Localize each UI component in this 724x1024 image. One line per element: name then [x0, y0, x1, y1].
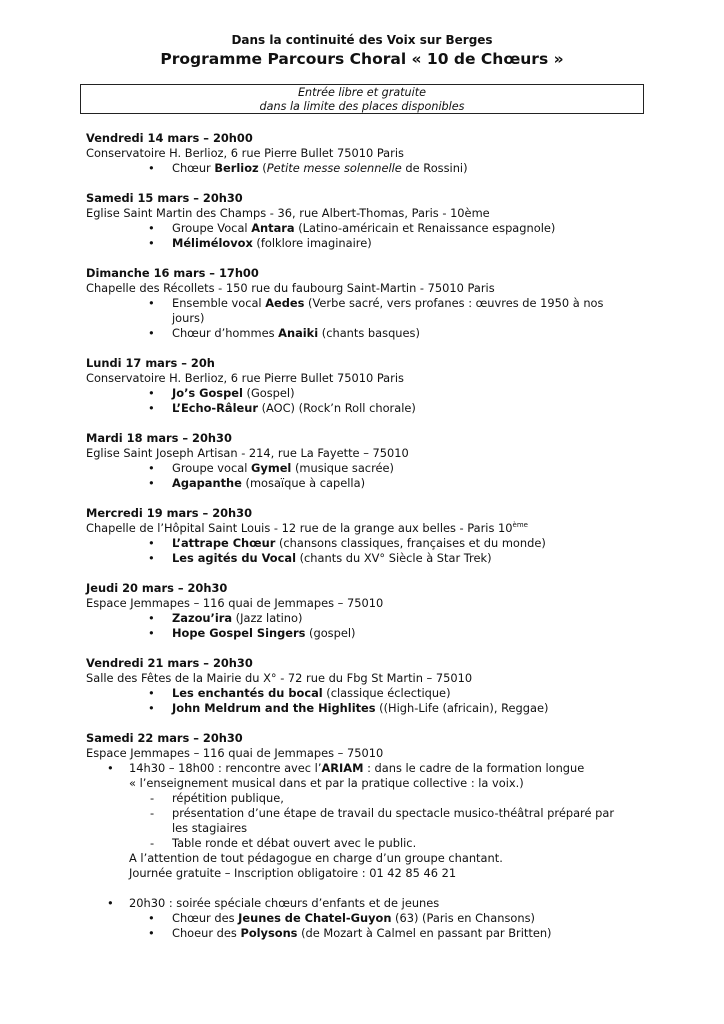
choir-name: Jeunes de Chatel-Guyon — [238, 911, 392, 925]
choir-name: Polysons — [240, 926, 298, 940]
choir-list — [129, 911, 646, 941]
choir-desc-italic: Petite messe solennelle — [266, 161, 402, 175]
choir-desc: (chansons classiques, françaises et du monde) — [275, 536, 546, 550]
event-block — [86, 506, 646, 566]
choir-desc: ( — [258, 161, 267, 175]
choir-desc: (63) (Paris en Chansons) — [391, 911, 535, 925]
choir-item — [172, 536, 646, 551]
choir-name: Anaiki — [278, 326, 319, 340]
choir-list — [86, 461, 646, 491]
choir-item — [172, 686, 646, 701]
event-block — [86, 266, 646, 341]
choir-list — [86, 221, 646, 251]
event-block-saturday — [86, 731, 646, 941]
event-venue — [86, 521, 646, 536]
event-venue: Espace Jemmapes – 116 quai de Jemmapes – 75010 — [86, 596, 384, 610]
choir-name: Les agités du Vocal — [172, 551, 296, 565]
workshop-line — [129, 761, 646, 776]
workshop-activity-list — [129, 791, 646, 851]
choir-item — [172, 926, 646, 941]
venue-superscript: ème — [512, 521, 528, 530]
choir-desc: (folklore imaginaire) — [252, 236, 372, 250]
choir-desc: (de Mozart à Calmel en passant par Britten) — [297, 926, 552, 940]
choir-name: Antara — [251, 221, 295, 235]
choir-list — [86, 536, 646, 566]
event-venue: Eglise Saint Martin des Champs - 36, rue Albert-Thomas, Paris - 10ème — [86, 206, 490, 220]
choir-item — [172, 551, 646, 566]
workshop-text: : dans le cadre de la formation longue — [363, 761, 585, 775]
choir-desc: (mosaïque à capella) — [241, 476, 366, 490]
workshop-activity: - répétition publique, — [172, 791, 646, 806]
choir-name: Gymel — [251, 461, 292, 475]
event-venue: Eglise Saint Joseph Artisan - 214, rue La Fayette – 75010 — [86, 446, 409, 460]
event-title: Vendredi 21 mars – 20h30 — [86, 656, 253, 670]
workshop-activity: - Table ronde et débat ouvert avec le public. — [172, 836, 646, 851]
choir-name: Mélimélovox — [172, 236, 253, 250]
event-venue: Conservatoire H. Berlioz, 6 rue Pierre Bullet 75010 Paris — [86, 371, 404, 385]
venue-text: Chapelle de l’Hôpital Saint Louis - 12 rue de la grange aux belles - Paris 10 — [86, 521, 513, 535]
event-block — [86, 431, 646, 491]
choir-item — [172, 461, 646, 476]
choir-list — [86, 386, 646, 416]
choir-item — [172, 701, 646, 716]
event-title: Mardi 18 mars – 20h30 — [86, 431, 232, 445]
event-title: Samedi 22 mars – 20h30 — [86, 731, 243, 745]
spacer — [129, 881, 646, 896]
event-title: Mercredi 19 mars – 20h30 — [86, 506, 253, 520]
choir-list — [86, 161, 646, 176]
choir-desc: (Latino-américain et Renaissance espagnole) — [294, 221, 556, 235]
choir-item — [172, 401, 646, 416]
choir-desc: (chants du XV° Siècle à Star Trek) — [295, 551, 492, 565]
choir-prefix: Chœur — [172, 161, 215, 175]
choir-item — [172, 161, 646, 176]
choir-desc: (AOC) (Rock’n Roll chorale) — [257, 401, 416, 415]
choir-desc: ((High-Life (africain), Reggae) — [375, 701, 549, 715]
choir-prefix: Ensemble vocal — [172, 296, 266, 310]
event-title: Vendredi 14 mars – 20h00 — [86, 131, 253, 145]
header-subtitle: Dans la continuité des Voix sur Berges — [231, 33, 493, 47]
choir-desc: de Rossini) — [401, 161, 468, 175]
event-title: Jeudi 20 mars – 20h30 — [86, 581, 228, 595]
choir-item — [172, 221, 646, 236]
event-title: Samedi 15 mars – 20h30 — [86, 191, 243, 205]
choir-name: Hope Gospel Singers — [172, 626, 306, 640]
event-block — [86, 356, 646, 416]
choir-item — [172, 296, 646, 326]
choir-desc: (Jazz latino) — [232, 611, 303, 625]
choir-list — [86, 296, 646, 341]
choir-prefix: Chœur d’hommes — [172, 326, 279, 340]
event-title: Lundi 17 mars – 20h — [86, 356, 215, 370]
workshop-item — [129, 761, 646, 896]
evening-item — [129, 896, 646, 941]
evening-line: • 20h30 : soirée spéciale chœurs d’enfants et de jeunes — [129, 896, 440, 910]
choir-item — [172, 386, 646, 401]
workshop-note: Journée gratuite – Inscription obligatoire : 01 42 85 46 21 — [129, 866, 457, 880]
program-content — [86, 131, 646, 956]
choir-name: Les enchantés du bocal — [172, 686, 323, 700]
notice-line: Entrée libre et gratuite — [297, 86, 427, 99]
saturday-program-list — [86, 761, 646, 941]
choir-desc: (chants basques) — [318, 326, 420, 340]
event-block — [86, 191, 646, 251]
choir-item — [172, 626, 646, 641]
entry-notice-box — [80, 84, 644, 114]
choir-name: Jo’s Gospel — [172, 386, 243, 400]
workshop-note: A l’attention de tout pédagogue en charge d’un groupe chantant. — [129, 851, 503, 865]
workshop-activity: - présentation d’une étape de travail du spectacle musico-théâtral préparé par les stagiaires — [172, 806, 646, 836]
choir-list — [86, 611, 646, 641]
event-venue: Salle des Fêtes de la Mairie du X° - 72 rue du Fbg St Martin – 75010 — [86, 671, 473, 685]
choir-item — [172, 236, 646, 251]
workshop-text: 14h30 – 18h00 : rencontre avec l’ — [129, 761, 322, 775]
choir-desc: (gospel) — [305, 626, 356, 640]
event-title: Dimanche 16 mars – 17h00 — [86, 266, 259, 280]
workshop-line: « l’enseignement musical dans et par la pratique collective : la voix.) — [129, 776, 524, 790]
choir-desc: (Verbe sacré, vers profanes : œuvres de 1950 à nos jours) — [172, 296, 604, 325]
event-block — [86, 581, 646, 641]
choir-desc: (classique éclectique) — [322, 686, 451, 700]
choir-name: L’attrape Chœur — [172, 536, 276, 550]
choir-item — [172, 476, 646, 491]
choir-desc: (Gospel) — [242, 386, 295, 400]
choir-name: Berlioz — [214, 161, 259, 175]
choir-prefix: Groupe Vocal — [172, 221, 252, 235]
choir-name: Aedes — [265, 296, 305, 310]
choir-prefix: Choeur des — [172, 926, 241, 940]
choir-prefix: Groupe vocal — [172, 461, 252, 475]
choir-name: John Meldrum and the Highlites — [172, 701, 376, 715]
event-block — [86, 656, 646, 716]
page-title: Programme Parcours Choral « 10 de Chœurs » — [160, 50, 564, 68]
event-venue: Conservatoire H. Berlioz, 6 rue Pierre Bullet 75010 Paris — [86, 146, 404, 160]
choir-item — [172, 326, 646, 341]
notice-line: dans la limite des places disponibles — [259, 100, 465, 113]
choir-item — [172, 611, 646, 626]
choir-list — [86, 686, 646, 716]
choir-item — [172, 911, 646, 926]
workshop-org: ARIAM — [321, 761, 364, 775]
choir-name: L’Echo-Râleur — [172, 401, 258, 415]
event-venue: Chapelle des Récollets - 150 rue du faubourg Saint-Martin - 75010 Paris — [86, 281, 495, 295]
choir-name: Agapanthe — [172, 476, 242, 490]
choir-name: Zazou’ira — [172, 611, 233, 625]
choir-prefix: Chœur des — [172, 911, 239, 925]
event-venue: Espace Jemmapes – 116 quai de Jemmapes – 75010 — [86, 746, 384, 760]
choir-desc: (musique sacrée) — [291, 461, 394, 475]
event-block — [86, 131, 646, 176]
